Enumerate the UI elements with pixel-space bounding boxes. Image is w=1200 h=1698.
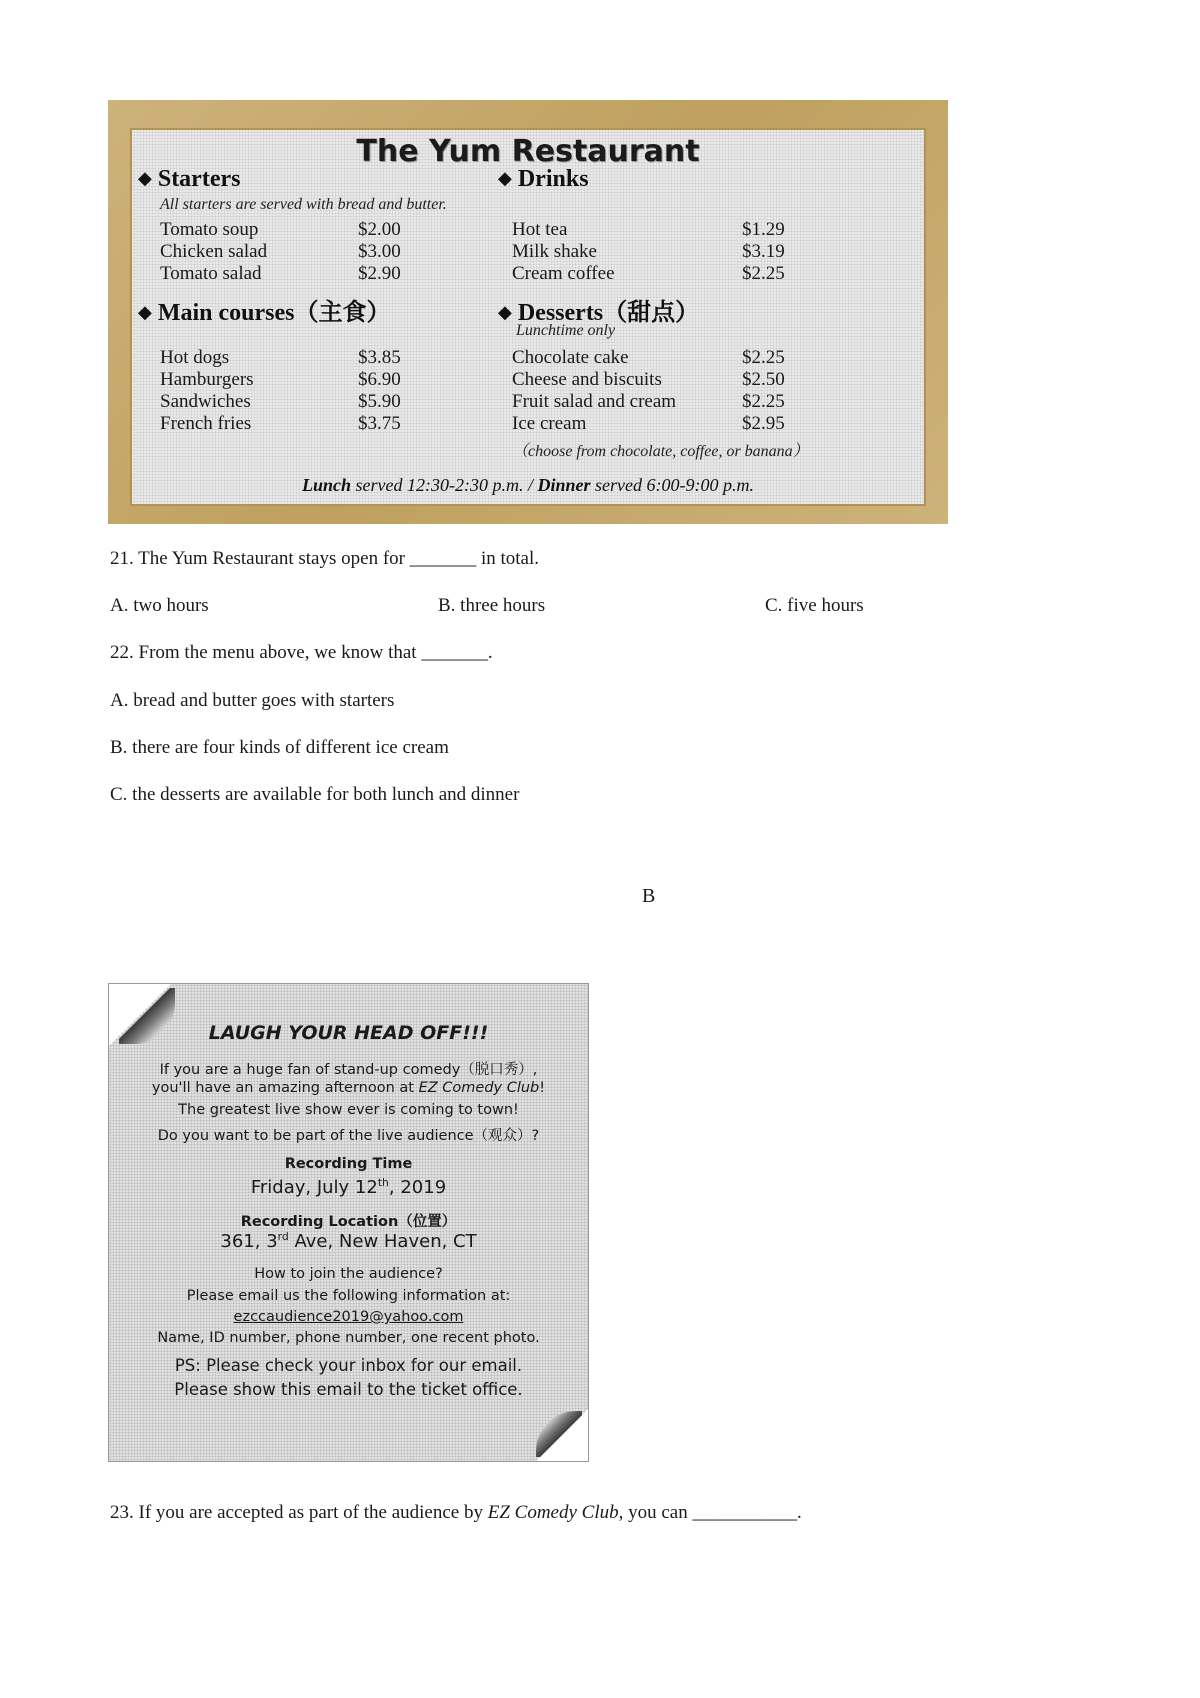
join-email-intro: Please email us the following information at: bbox=[186, 1288, 511, 1304]
question-21-option-b: B. three hours bbox=[438, 595, 546, 616]
comedy-poster bbox=[108, 983, 589, 1462]
question-21-option-a: A. two hours bbox=[110, 595, 209, 616]
question-22-option-c: C. the desserts are available for both lunch and dinner bbox=[110, 784, 520, 805]
diamond-icon: ◆ bbox=[138, 302, 152, 322]
email-link[interactable]: ezccaudience2019@yahoo.com bbox=[233, 1309, 464, 1325]
menu-card: The Yum Restaurant ◆ Starters All starters are served with bread and butter. Tomato soup $2.00 Chicken salad $3.00 Tomato salad $2.90 ◆ Drinks Hot tea $1.29 Milk shake $3.19 Cream coffee $2.25 ◆ Main courses（主食） Hot dogs $3.85 Hamburgers $6.90 Sandwiches $5.90 French fries $3.75 ◆ Desserts（甜点） Lunchtime only Chocolate cake $2.25 Cheese and biscuits $2.50 Fruit salad and cream $2.25 Ice cream $2.95 （choose from chocolate, coffee, or banana） Lunch served 12:30-2:30 p.m. / Dinner served 6:00-9:00 p.m. bbox=[130, 128, 926, 506]
poster-line: you'll have an amazing afternoon at EZ Comedy Club! bbox=[151, 1080, 546, 1096]
drinks-heading: ◆ Drinks bbox=[498, 166, 589, 192]
question-23-stem: 23. If you are accepted as part of the audience by EZ Comedy Club, you can ___________. bbox=[110, 1502, 802, 1523]
diamond-icon: ◆ bbox=[498, 302, 512, 322]
diamond-icon: ◆ bbox=[498, 168, 512, 188]
ice-cream-note: （choose from chocolate, coffee, or banana） bbox=[512, 443, 809, 460]
recording-location-value: 361, 3rd Ave, New Haven, CT bbox=[220, 1230, 477, 1252]
join-question: How to join the audience? bbox=[254, 1266, 443, 1282]
starters-heading: ◆ Starters bbox=[138, 166, 241, 192]
main-courses-heading: ◆ Main courses（主食） bbox=[138, 300, 391, 326]
desserts-note: Lunchtime only bbox=[516, 322, 616, 339]
menu-title: The Yum Restaurant bbox=[356, 134, 700, 169]
question-22-option-a: A. bread and butter goes with starters bbox=[110, 690, 395, 711]
recording-location-label: Recording Location（位置） bbox=[240, 1214, 457, 1230]
poster-ps-line: Please show this email to the ticket office. bbox=[174, 1380, 523, 1399]
poster-line: If you are a huge fan of stand-up comedy（脱口秀）, bbox=[159, 1062, 538, 1078]
join-info: Name, ID number, phone number, one recent photo. bbox=[157, 1330, 540, 1346]
question-22-stem: 22. From the menu above, we know that _______. bbox=[110, 642, 493, 663]
poster-title: LAUGH YOUR HEAD OFF!!! bbox=[208, 1022, 489, 1044]
recording-time-value: Friday, July 12th, 2019 bbox=[250, 1176, 447, 1198]
desserts-heading: ◆ Desserts（甜点） bbox=[498, 300, 700, 326]
question-22-option-b: B. there are four kinds of different ice cream bbox=[110, 737, 449, 758]
diamond-icon: ◆ bbox=[138, 168, 152, 188]
starters-note: All starters are served with bread and butter. bbox=[160, 196, 447, 213]
menu-board bbox=[108, 100, 948, 524]
opening-hours: Lunch served 12:30-2:30 p.m. / Dinner served 6:00-9:00 p.m. bbox=[302, 475, 754, 495]
poster-line: The greatest live show ever is coming to town! bbox=[178, 1102, 519, 1118]
question-21-stem: 21. The Yum Restaurant stays open for _______ in total. bbox=[110, 548, 540, 569]
recording-time-label: Recording Time bbox=[284, 1156, 413, 1172]
section-letter: B bbox=[642, 885, 656, 907]
poster-ps-line: PS: Please check your inbox for our email. bbox=[174, 1356, 523, 1375]
question-21-option-c: C. five hours bbox=[765, 595, 864, 616]
poster-line: Do you want to be part of the live audience（观众）? bbox=[157, 1128, 540, 1144]
